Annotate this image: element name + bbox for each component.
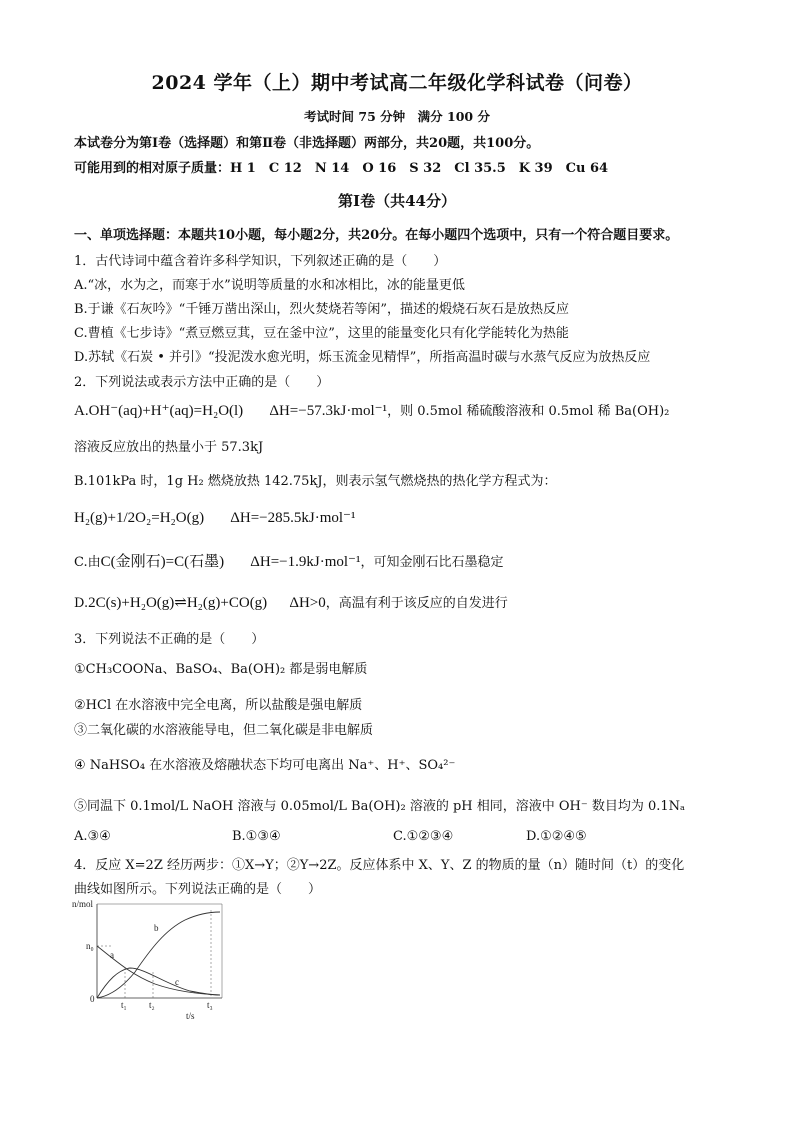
q4-graph (70, 898, 230, 1028)
q3-statement-4: ④ NaHSO₄ 在水溶液及熔融状态下均可电离出 Na⁺、H⁺、SO₄²⁻ (74, 758, 456, 773)
q3-statement-3: ③二氧化碳的水溶液能导电，但二氧化碳是非电解质 (74, 723, 374, 738)
q3-option-a: A.③④ (74, 829, 111, 844)
q2-d-prefix: D. (74, 596, 89, 611)
q1-option-b: B.于谦《石灰吟》“千锤万凿出深山，烈火焚烧若等闲”，描述的煅烧石灰石是放热反应 (74, 302, 569, 317)
q1-option-c: C.曹植《七步诗》“煮豆燃豆萁，豆在釜中泣”，这里的能量变化只有化学能转化为热能 (74, 326, 569, 341)
q2-d-enthalpy: ΔH>0 (289, 595, 326, 611)
q2-a-continuation: 溶液反应放出的热量小于 57.3kJ (74, 440, 264, 455)
exam-time-info: 考试时间 75 分钟 满分 100 分 (304, 109, 490, 124)
curve-c-label: c (175, 977, 179, 987)
q2-a-equation: A.OH⁻(aq)+H⁺(aq)=H₂O(l) (74, 403, 244, 419)
q1-option-a: A.“冰，水为之，而寒于水”说明等质量的水和冰相比，冰的能量更低 (74, 278, 465, 293)
section-instruction: 一、单项选择题：本题共10小题，每小题2分，共20分。在每小题四个选项中，只有一个符合题目要求。 (74, 228, 679, 243)
q2-d-tail: ，高温有利于该反应的自发进行 (325, 596, 508, 611)
atomic-masses: 可能用到的相对原子质量：H 1 C 12 N 14 O 16 S 32 Cl 35.5 K 39 Cu 64 (74, 161, 609, 176)
q2-b-enthalpy: ΔH=−285.5kJ·mol⁻¹ (230, 510, 356, 526)
q2-c-enthalpy: ΔH=−1.9kJ·mol⁻¹ (250, 554, 361, 570)
exam-intro: 本试卷分为第Ⅰ卷（选择题）和第Ⅱ卷（非选择题）两部分，共20题，共100分。 (74, 136, 540, 151)
q2-option-b: B.101kPa 时，1g H₂ 燃烧放热 142.75kJ，则表示氢气燃烧热的热化学方程式为： (74, 474, 557, 489)
q2-a-tail: ，则 0.5mol 稀硫酸溶液和 0.5mol 稀 Ba(OH)₂ (387, 404, 670, 419)
curve-a (97, 946, 220, 995)
q2-option-a (74, 400, 669, 420)
q3-statement-2: ②HCl 在水溶液中完全电离，所以盐酸是强电解质 (74, 698, 363, 713)
q1-option-d: D.苏轼《石炭 • 并引》“投泥泼水愈光明，烁玉流金见精悍”，所指高温时碳与水蒸气反应为放热反应 (74, 350, 651, 365)
t3-label: t₃ (207, 1000, 213, 1010)
q2-option-d (74, 592, 508, 612)
q3-statement-5: ⑤同温下 0.1mol/L NaOH 溶液与 0.05mol/L Ba(OH)₂ 溶液的 pH 相同，溶液中 OH⁻ 数目均为 0.1Nₐ (74, 799, 686, 814)
q2-option-c (74, 550, 503, 571)
q2-d-equation: 2C(s)+H₂O(g)⇌H₂(g)+CO(g) (88, 595, 268, 611)
section-title: 第Ⅰ卷（共44分） (338, 192, 456, 210)
q3-option-b: B.①③④ (232, 829, 281, 844)
curve-b-label: b (154, 923, 159, 933)
t2-label: t₂ (149, 1000, 155, 1010)
q2-c-equation: C(金刚石)=C(石墨) (100, 554, 225, 570)
q3-option-d: D.①②④⑤ (526, 829, 587, 844)
q2-b-equation: H₂(g)+1/2O₂=H₂O(g) (74, 510, 205, 526)
q3-option-c: C.①②③④ (393, 829, 454, 844)
origin-label: 0 (90, 994, 95, 1004)
curve-a-label: a (110, 950, 114, 960)
q2-a-enthalpy: ΔH=−57.3kJ·mol⁻¹ (269, 403, 388, 419)
q2-b-equation-line (74, 508, 355, 527)
x-axis-label: t/s (186, 1011, 195, 1021)
t1-label: t₁ (121, 1000, 127, 1010)
q4-stem: 4．反应 X=2Z 经历两步：①X→Y；②Y→2Z。反应体系中 X、Y、Z 的物质的量（n）随时间（t）的变化 (74, 858, 685, 873)
q3-stem: 3．下列说法不正确的是（ ） (74, 632, 265, 647)
q2-c-prefix: C.由 (74, 555, 101, 570)
curve-c (97, 968, 220, 998)
q4-stem-continued: 曲线如图所示。下列说法正确的是（ ） (74, 882, 322, 897)
q1-stem: 1．古代诗词中蕴含着许多科学知识，下列叙述正确的是（ ） (74, 254, 447, 269)
q3-statement-1: ①CH₃COONa、BaSO₄、Ba(OH)₂ 都是弱电解质 (74, 662, 368, 677)
y-axis-label: n/mol (72, 899, 94, 909)
page-title: 2024 学年（上）期中考试高二年级化学科试卷（问卷） (151, 72, 643, 94)
q2-c-tail: ，可知金刚石比石墨稳定 (360, 555, 504, 570)
n0-label: n₀ (86, 941, 94, 951)
q2-stem: 2．下列说法或表示方法中正确的是（ ） (74, 375, 330, 390)
